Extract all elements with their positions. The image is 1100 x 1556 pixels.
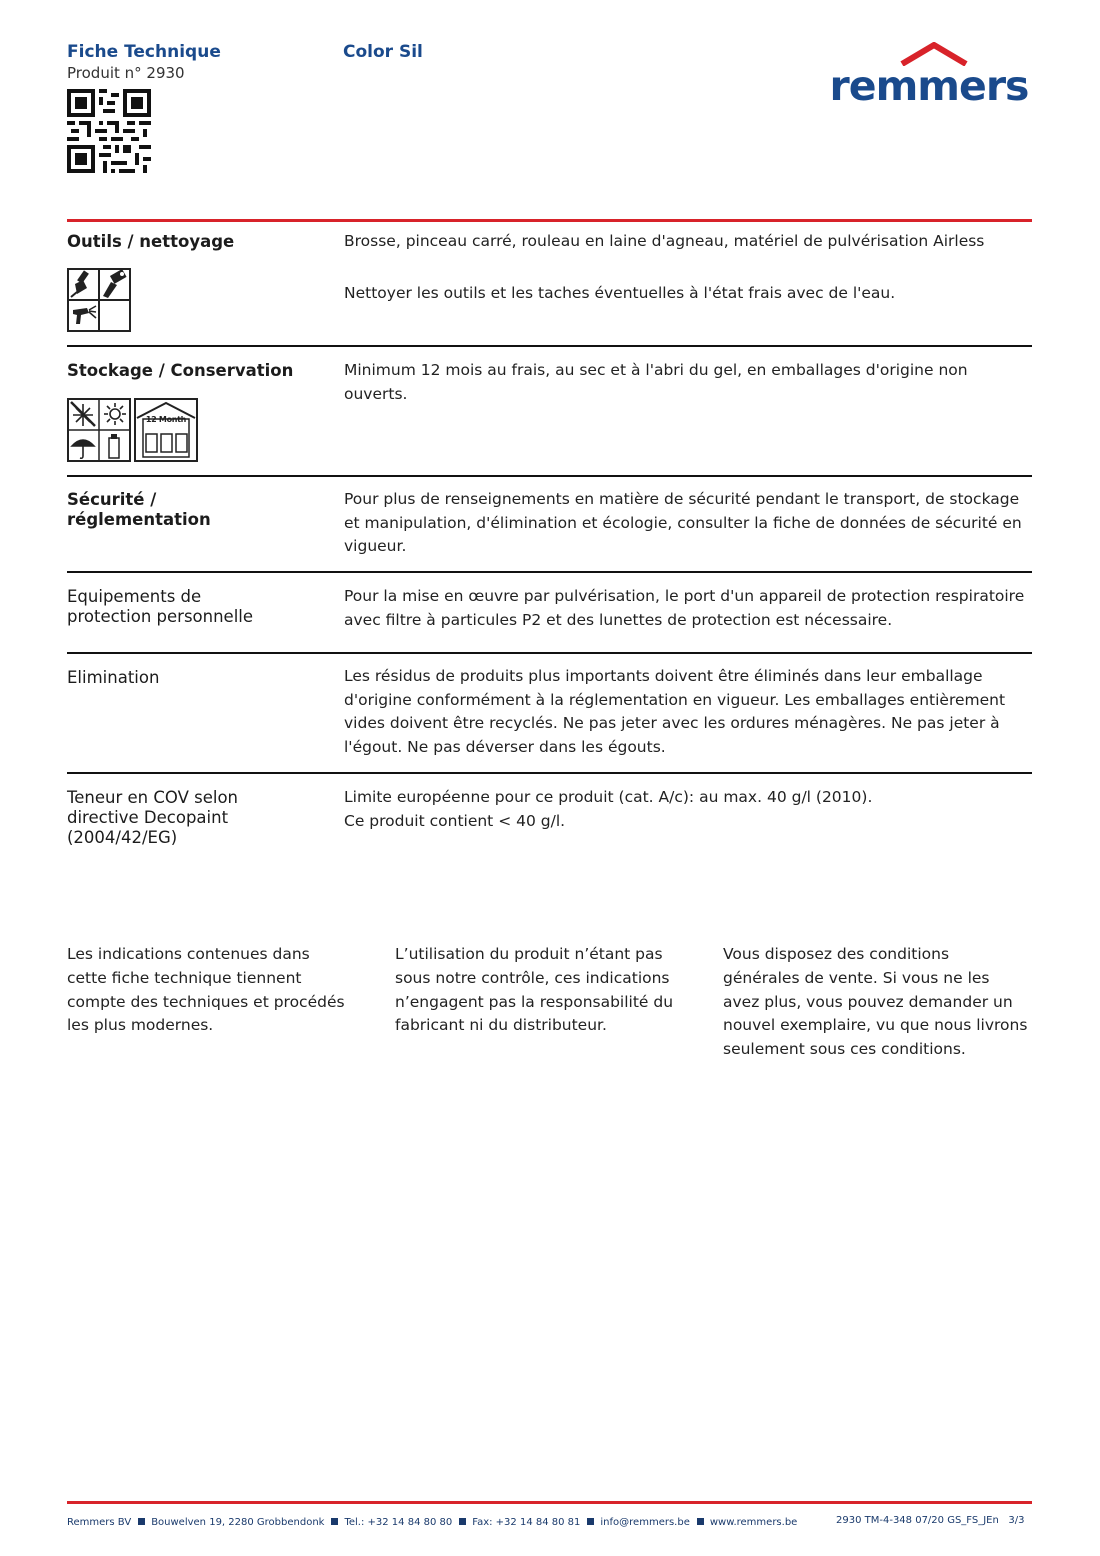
logo-wordmark: remmers — [829, 62, 1029, 110]
row-label-voc: Teneur en COV selon directive Decopaint (2004/42/EG) — [67, 788, 239, 847]
storage-12-month-icon — [134, 398, 198, 462]
row-value-voc-2: Ce produit contient < 40 g/l. — [344, 812, 566, 830]
qr-code-icon — [67, 89, 151, 173]
row-value-tools-2: Nettoyer les outils et les taches éventuelles à l'état frais avec de l'eau. — [344, 284, 896, 302]
row-label-ppe: Equipements de protection personnelle — [67, 587, 254, 626]
row-value-disposal: Les résidus de produits plus importants doivent être éliminés dans leur emballage d'origine conformément à la réglementation en vigueur. Les emballages entièrement vides doivent être recyclés. Ne pas jeter avec les ordures ménagères. Ne pas jeter à l'égout. Ne pas déverser dans les égouts. — [344, 667, 1006, 756]
disclaimer-3: Vous disposez des conditions générales de vente. Si vous ne les avez plus, vous pouvez demander un nouvel exemplaire, vu que nous livrons seulement sous ces conditions. — [723, 945, 1028, 1059]
bullet-square-icon — [587, 1518, 594, 1525]
bullet-square-icon — [459, 1518, 466, 1525]
row-divider — [67, 571, 1032, 573]
header-divider — [67, 219, 1032, 222]
row-value-storage: Minimum 12 mois au frais, au sec et à l'abri du gel, en emballages d'origine non ouverts. — [344, 361, 968, 403]
row-value-ppe: Pour la mise en œuvre par pulvérisation, le port d'un appareil de protection respiratoire avec filtre à particules P2 et des lunettes de protection est nécessaire. — [344, 587, 1025, 629]
row-value-tools-1: Brosse, pinceau carré, rouleau en laine d'agneau, matériel de pulvérisation Airless — [344, 232, 985, 250]
footer-address: Bouwelven 19, 2280 Grobbendonk — [151, 1517, 325, 1528]
doc-reference: 2930 TM-4-348 07/20 GS_FS_JEn — [836, 1515, 999, 1526]
row-divider — [67, 652, 1032, 654]
footer-reference — [836, 1515, 1024, 1526]
row-label-tools: Outils / nettoyage — [67, 232, 235, 251]
footer-contact — [67, 1517, 797, 1528]
footer-tel: Tel.: +32 14 84 80 80 — [344, 1517, 453, 1528]
row-label-safety: Sécurité / réglementation — [67, 490, 211, 529]
storage-badge-label: 12 Month — [145, 415, 187, 424]
row-divider — [67, 345, 1032, 347]
frost-protection-icon — [67, 398, 131, 462]
row-label-storage: Stockage / Conservation — [67, 361, 294, 380]
footer-divider — [67, 1501, 1032, 1504]
row-divider — [67, 772, 1032, 774]
row-label-disposal: Elimination — [67, 668, 160, 687]
page-number: 3/3 — [1008, 1515, 1025, 1526]
row-value-safety: Pour plus de renseignements en matière de sécurité pendant le transport, de stockage et manipulation, d'élimination et écologie, consulter la fiche de données de sécurité en vigueur. — [344, 490, 1022, 555]
bullet-square-icon — [331, 1518, 338, 1525]
row-divider — [67, 475, 1032, 477]
footer-website[interactable]: www.remmers.be — [709, 1517, 798, 1528]
product-name: Color Sil — [343, 42, 423, 62]
remmers-logo — [826, 42, 1032, 110]
footer-company: Remmers BV — [67, 1517, 132, 1528]
document-type: Fiche Technique — [67, 42, 221, 62]
product-number: Produit n° 2930 — [67, 64, 185, 82]
footer-fax: Fax: +32 14 84 80 81 — [472, 1517, 581, 1528]
bullet-square-icon — [138, 1518, 145, 1525]
row-value-voc-1: Limite européenne pour ce produit (cat. A/c): au max. 40 g/l (2010). — [344, 788, 873, 806]
disclaimer-1: Les indications contenues dans cette fiche technique tiennent compte des techniques et procédés les plus modernes. — [67, 945, 345, 1035]
tools-pictogram — [67, 268, 131, 332]
disclaimer-2: L’utilisation du produit n’étant pas sous notre contrôle, ces indications n’engagent pas la responsabilité du fabricant ni du distributeur. — [395, 945, 674, 1035]
footer-email[interactable]: info@remmers.be — [600, 1517, 690, 1528]
bullet-square-icon — [697, 1518, 704, 1525]
